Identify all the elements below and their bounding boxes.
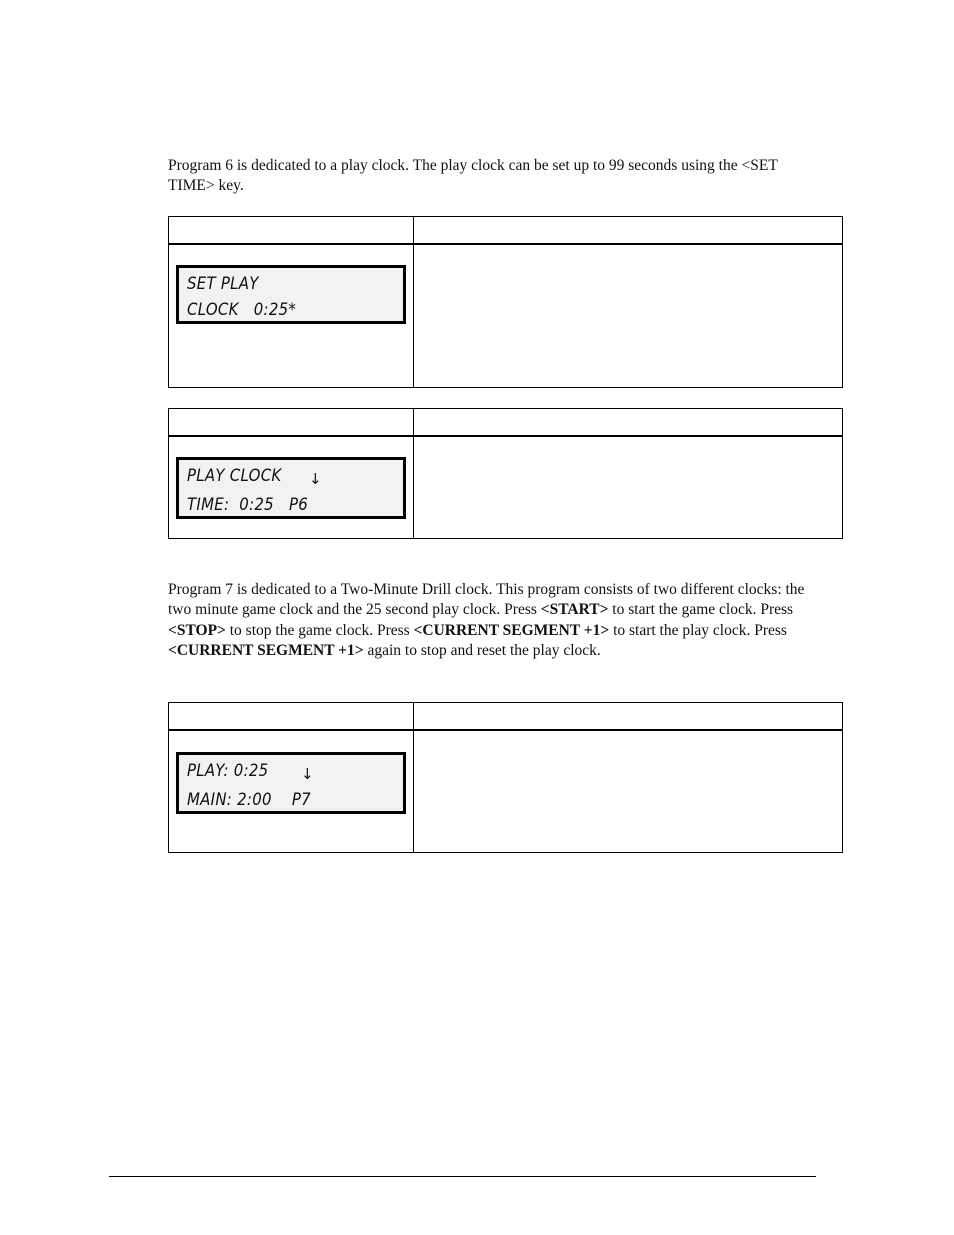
lcd-display [176,752,406,814]
table-header-action [414,409,843,437]
program6-run-table [168,408,843,539]
table-header-row [169,217,843,245]
table-header-display [169,409,414,437]
program6-intro: Program 6 is dedicated to a play clock. The play clock can be set up to 99 seconds using the <SET TIME> key. [168,157,778,195]
table-row [169,730,843,853]
description-cell [414,730,843,853]
program7-run-table [168,702,843,853]
key-name: <STOP> [168,621,226,639]
table-header-action [414,703,843,731]
lcd-cell [169,244,414,388]
table-header-action [414,217,843,245]
description-cell [414,244,843,388]
table-header-display [169,703,414,731]
lcd-line-2: MAIN: 2:00 P7 [187,790,311,810]
program6-setup-table [168,216,843,388]
text-run: Program 7 is dedicated to a Two-Minute Drill clock. This program consists of two different clocks: the two minute game clock and the 25 second play clock. Press [168,581,805,619]
lcd-cell [169,436,414,539]
text-run: to stop the game clock. Press [225,621,414,639]
lcd-display [176,457,406,519]
down-arrow-icon: ↓ [309,470,322,488]
text-run: again to stop and reset the play clock. [363,642,601,660]
key-name: <START> [540,601,609,619]
lcd-line-1: PLAY: 0:25 [187,761,269,781]
text-run: to start the game clock. Press [608,601,794,619]
program7-intro [168,580,818,662]
key-name: <CURRENT SEGMENT +1> [413,621,610,639]
lcd-line-1: SET PLAY [187,274,259,294]
key-name: <CURRENT SEGMENT +1> [168,642,364,660]
lcd-line-2: CLOCK 0:25* [187,300,297,320]
description-cell [414,436,843,539]
table-header-row [169,703,843,731]
table-header-display [169,217,414,245]
down-arrow-icon: ↓ [301,765,314,783]
lcd-line-1: PLAY CLOCK [187,466,282,486]
text-run: to start the play clock. Press [609,621,787,639]
footer-divider [109,1176,816,1177]
lcd-display [176,265,406,324]
lcd-cell [169,730,414,853]
table-header-row [169,409,843,437]
table-row [169,436,843,539]
table-row [169,244,843,388]
lcd-line-2: TIME: 0:25 P6 [187,495,309,515]
